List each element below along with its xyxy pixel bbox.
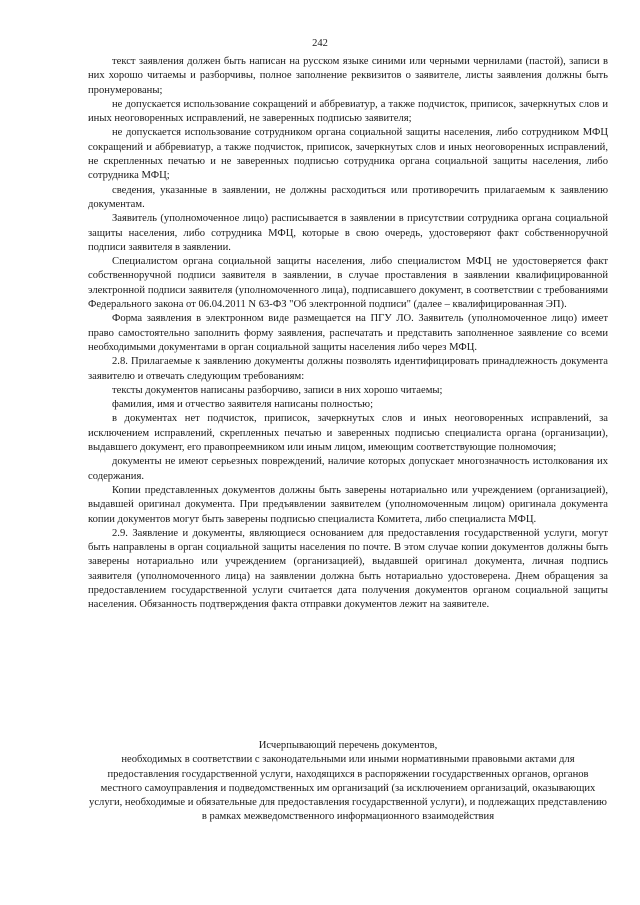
paragraph-no-abbreviations: не допускается использование сокращений и аббревиатур, а также подчисток, приписок, зачеркнутых слов и иных неоговоренных исправлений, не заверенных подписью заявителя; xyxy=(88,98,608,125)
paragraph-applicant-signature: Заявитель (уполномоченное лицо) расписывается в заявлении в присутствии сотрудника органа социальной защиты населения, либо сотрудника МФЦ, которые в свою очередь, удостоверяют факт собственноручной подписи заявителя в заявлении. xyxy=(88,213,608,253)
paragraph-staff-no-abbreviations: не допускается использование сотрудником органа социальной защиты населения, либо сотрудником МФЦ сокращений и аббревиатур, а также подчисток, приписок, зачеркнутых слов и иных неоговоренных исправлений, не скрепленных печатью и не заверенных подписью сотрудника органа социальной защиты населения, либо сотрудника МФЦ; xyxy=(88,127,608,182)
page-number: 242 xyxy=(312,38,328,49)
section-heading-title: Исчерпывающий перечень документов, xyxy=(258,740,438,751)
paragraph-electronic-form: Форма заявления в электронном виде размещается на ПГУ ЛО. Заявитель (уполномоченное лицо) имеет право самостоятельно заполнить форму заявления, распечатать и представить заполненное заявление со всеми необходимыми документами в орган социальной защиты населения либо через МФЦ. xyxy=(88,313,608,353)
paragraph-legible-texts: тексты документов написаны разборчиво, записи в них хорошо читаемы; xyxy=(112,384,443,396)
paragraph-consistency: сведения, указанные в заявлении, не должны расходиться или противоречить прилагаемым к заявлению документам. xyxy=(88,184,608,210)
paragraph-electronic-signature: Специалистом органа социальной защиты населения, либо специалистом МФЦ не удостоверяется факт собственноручной подписи заявителя в заявлении, в случае проставления в заявлении квалифицированной электронной подписи заявителя (уполномоченного лица), подписавшего документ, в соответствии с требованиями Федерального закона от 06.04.2011 N 63-ФЗ "Об электронной подписи" (далее – квалифицированная ЭП). xyxy=(88,256,608,311)
section-heading xyxy=(88,739,608,825)
document-body xyxy=(88,55,608,613)
paragraph-2-9: 2.9. Заявление и документы, являющиеся основанием для предоставления государственной услуги, могут быть направлены в орган социальной защиты населения по почте. В этом случае копии документов должны быть заверены нотариально или учреждением (организацией), выдавшей оригинал документа, личная подпись заявителя (уполномоченного лица) на заявлении должна быть нотариально удостоверена. Днем обращения за предоставлением государственной услуги считается дата получения документов органом социальной защиты населения. Обязанность подтверждения факта отправки документов лежит на заявителе. xyxy=(88,527,608,611)
paragraph-copies-certified: Копии представленных документов должны быть заверены нотариально или учреждением (организацией), выдавшей оригинал документа. При предъявлении заявителем (уполномоченным лицом) оригинала документа копии документов могут быть заверены подписью специалиста Комитета, либо специалиста МФЦ. xyxy=(88,484,608,525)
section-heading-body: необходимых в соответствии с законодательными или иными нормативными правовыми актами для предоставления государственной услуги, находящихся в распоряжении государственных органов, органов местного самоуправления и подведомственных им организаций (за исключением организаций, оказывающих услуги, необходимые и обязательные для предоставления государственной услуги), и подлежащих представлению в рамках межведомственного информационного взаимодействия xyxy=(89,754,607,823)
paragraph-2-8: 2.8. Прилагаемые к заявлению документы должны позволять идентифицировать принадлежность документа заявителю и отвечать следующим требованиям: xyxy=(88,356,608,382)
paragraph-text-requirements: текст заявления должен быть написан на русском языке синими или черными чернилами (пастой), записи в них хорошо читаемы и разборчивы, полное заполнение реквизитов о заявителе, листы заявления должны быть пронумерованы; xyxy=(88,56,608,96)
paragraph-no-corrections: в документах нет подчисток, приписок, зачеркнутых слов и иных неоговоренных исправлений, за исключением исправлений, скрепленных печатью и заверенных подписью специалиста органа (организации), выдавшего документ, его правопреемником или иным лицом, имеющим соответствующие полномочия; xyxy=(88,413,608,454)
paragraph-full-name: фамилия, имя и отчество заявителя написаны полностью; xyxy=(112,399,374,411)
paragraph-no-damage: документы не имеют серьезных повреждений, наличие которых допускает многозначность истолкования их содержания. xyxy=(88,456,608,482)
